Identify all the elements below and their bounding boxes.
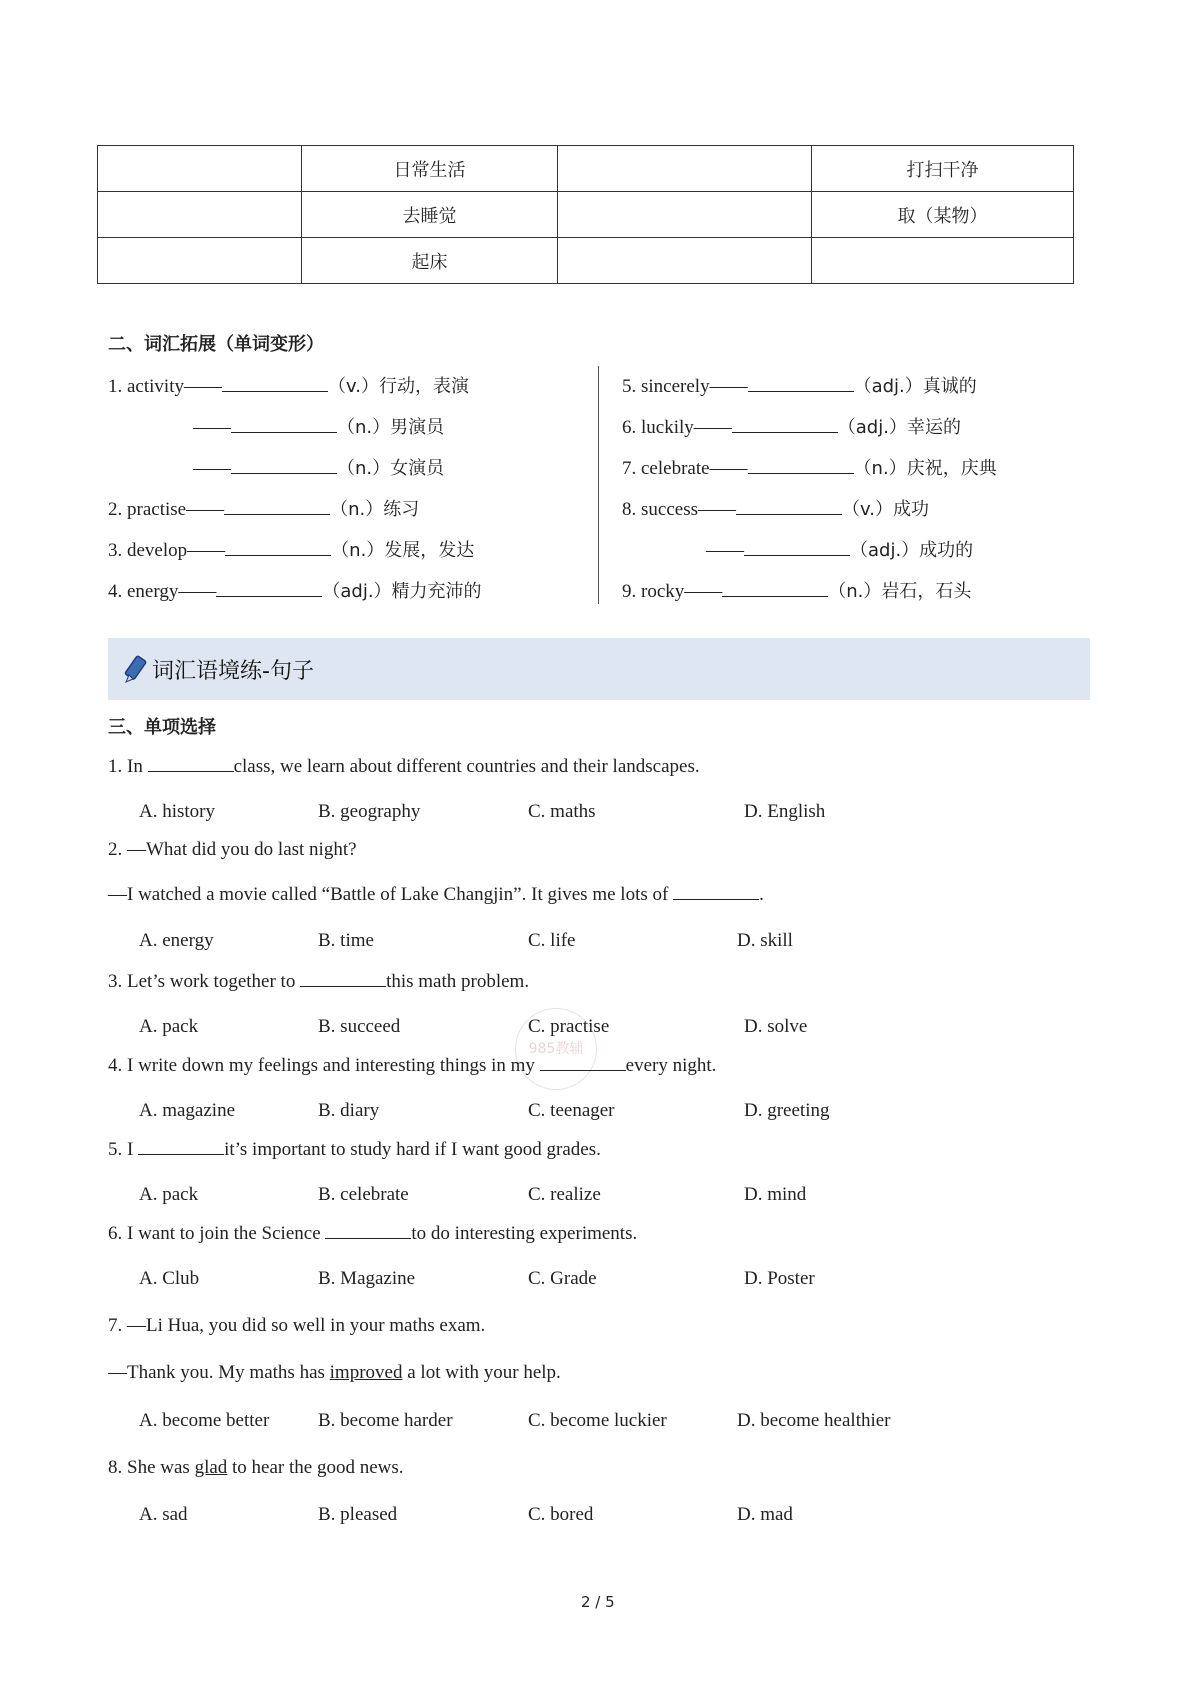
option-a[interactable]: A. pack <box>139 1016 199 1037</box>
item-word: 4. energy—— <box>108 581 217 602</box>
item-word: 5. sincerely—— <box>622 376 748 397</box>
option-d[interactable]: D. mind <box>744 1184 807 1205</box>
exercise-item <box>108 536 474 562</box>
answer-blank[interactable] <box>224 496 330 515</box>
item-hint: （n.）练习 <box>330 499 420 520</box>
item-word: 1. activity—— <box>108 376 222 397</box>
stem-text: . <box>759 884 764 905</box>
stem-text: —Thank you. My maths has <box>108 1362 330 1383</box>
exercise-item <box>622 495 929 521</box>
item-word: 6. luckily—— <box>622 417 732 438</box>
option-c[interactable]: C. bored <box>528 1504 594 1525</box>
option-a[interactable]: A. sad <box>139 1504 188 1525</box>
item-hint: （adj.）真诚的 <box>853 376 977 397</box>
option-b[interactable]: B. become harder <box>318 1410 453 1431</box>
item-hint: （n.）女演员 <box>337 458 445 479</box>
answer-blank[interactable] <box>300 968 386 987</box>
answer-blank[interactable] <box>216 578 322 597</box>
option-d[interactable]: D. English <box>744 801 826 822</box>
table-cell[interactable] <box>98 146 302 192</box>
question-stem: 2. —What did you do last night? <box>108 839 357 860</box>
option-d[interactable]: D. greeting <box>744 1100 830 1121</box>
exercise-item <box>622 372 977 398</box>
exercise-item <box>622 454 997 480</box>
stem-text: to hear the good news. <box>227 1457 404 1478</box>
question-stem <box>108 1457 404 1479</box>
answer-blank[interactable] <box>540 1052 626 1071</box>
exercise-item <box>108 495 419 521</box>
item-word: 7. celebrate—— <box>622 458 748 479</box>
stem-text: this math problem. <box>386 971 530 992</box>
stem-text: every night. <box>625 1055 717 1076</box>
answer-blank[interactable] <box>744 537 850 556</box>
option-c[interactable]: C. realize <box>528 1184 601 1205</box>
option-b[interactable]: B. diary <box>318 1100 380 1121</box>
answer-blank[interactable] <box>673 881 759 900</box>
stem-text: 5. I <box>108 1139 139 1160</box>
option-a[interactable]: A. history <box>139 801 215 822</box>
item-word: 9. rocky—— <box>622 581 723 602</box>
answer-blank[interactable] <box>732 414 838 433</box>
option-c[interactable]: C. become luckier <box>528 1410 667 1431</box>
stem-text: class, we learn about different countries and their landscapes. <box>233 756 700 777</box>
option-d[interactable]: D. become healthier <box>737 1410 891 1431</box>
option-a[interactable]: A. become better <box>139 1410 270 1431</box>
table-cell: 取（某物） <box>812 192 1074 238</box>
table-cell[interactable] <box>98 238 302 284</box>
item-hint: （v.）成功 <box>841 499 929 520</box>
option-a[interactable]: A. Club <box>139 1268 200 1289</box>
question-stem <box>108 1136 601 1161</box>
question-stem <box>108 753 700 778</box>
option-b[interactable]: B. pleased <box>318 1504 398 1525</box>
answer-blank[interactable] <box>325 1220 411 1239</box>
item-word: —— <box>193 417 231 438</box>
item-hint: （v.）行动，表演 <box>327 376 469 397</box>
option-c[interactable]: C. Grade <box>528 1268 597 1289</box>
pencil-icon <box>123 655 149 685</box>
table-cell: 日常生活 <box>302 146 558 192</box>
page-number: 2 / 5 <box>581 1593 615 1611</box>
item-word: —— <box>193 458 231 479</box>
stem-text: 6. I want to join the Science <box>108 1223 326 1244</box>
exercise-item <box>108 372 469 398</box>
item-hint: （n.）岩石，石头 <box>828 581 972 602</box>
option-b[interactable]: B. time <box>318 930 374 951</box>
option-d[interactable]: D. mad <box>737 1504 793 1525</box>
item-hint: （n.）庆祝，庆典 <box>853 458 997 479</box>
item-hint: （adj.）幸运的 <box>837 417 961 438</box>
underlined-word: improved <box>329 1362 403 1383</box>
stem-text: a lot with your help. <box>402 1362 561 1383</box>
option-d[interactable]: D. solve <box>744 1016 808 1037</box>
section-title: 三、单项选择 <box>108 717 216 738</box>
underlined-word: glad <box>194 1457 228 1478</box>
option-b[interactable]: B. succeed <box>318 1016 401 1037</box>
answer-blank[interactable] <box>748 455 854 474</box>
question-stem: 7. —Li Hua, you did so well in your maths exam. <box>108 1315 486 1336</box>
answer-blank[interactable] <box>722 578 828 597</box>
answer-blank[interactable] <box>225 537 331 556</box>
answer-blank[interactable] <box>748 373 854 392</box>
item-word: 2. practise—— <box>108 499 225 520</box>
stem-text: 8. She was <box>108 1457 195 1478</box>
stem-text: 3. Let’s work together to <box>108 971 301 992</box>
exercise-item <box>193 454 444 480</box>
question-stem <box>108 881 764 906</box>
item-hint: （adj.）精力充沛的 <box>322 581 482 602</box>
item-word: —— <box>706 540 744 561</box>
option-d[interactable]: D. Poster <box>744 1268 815 1289</box>
answer-blank[interactable] <box>138 1136 224 1155</box>
question-stem <box>108 1052 716 1077</box>
stem-text: to do interesting experiments. <box>411 1223 638 1244</box>
table-cell[interactable] <box>558 238 812 284</box>
question-stem <box>108 1362 561 1384</box>
item-hint: （adj.）成功的 <box>850 540 974 561</box>
question-stem <box>108 1220 637 1245</box>
vocab-table <box>97 145 1074 284</box>
table-row <box>98 192 1074 238</box>
column-divider <box>598 366 599 604</box>
option-b[interactable]: B. celebrate <box>318 1184 409 1205</box>
table-cell[interactable] <box>558 146 812 192</box>
option-c[interactable]: C. life <box>528 930 576 951</box>
table-cell: 起床 <box>302 238 558 284</box>
option-a[interactable]: A. magazine <box>139 1100 236 1121</box>
stem-text: 1. In <box>108 756 148 777</box>
exercise-item <box>193 413 444 439</box>
answer-blank[interactable] <box>231 455 337 474</box>
table-cell[interactable] <box>812 238 1074 284</box>
banner-title: 词汇语境练-句子 <box>152 659 314 684</box>
option-b[interactable]: B. Magazine <box>318 1268 416 1289</box>
option-b[interactable]: B. geography <box>318 801 421 822</box>
exercise-item <box>622 577 971 603</box>
option-c[interactable]: C. maths <box>528 801 596 822</box>
option-a[interactable]: A. energy <box>139 930 214 951</box>
table-row <box>98 238 1074 284</box>
table-row <box>98 146 1074 192</box>
item-hint: （n.）男演员 <box>337 417 445 438</box>
table-cell: 去睡觉 <box>302 192 558 238</box>
table-cell: 打扫干净 <box>812 146 1074 192</box>
table-cell[interactable] <box>558 192 812 238</box>
option-c[interactable]: C. practise <box>528 1016 610 1037</box>
section-title: 二、词汇拓展（单词变形） <box>108 334 324 355</box>
option-c[interactable]: C. teenager <box>528 1100 615 1121</box>
exercise-item <box>622 413 961 439</box>
exercise-item <box>706 536 973 562</box>
item-hint: （n.）发展，发达 <box>331 540 475 561</box>
stem-text: it’s important to study hard if I want good grades. <box>224 1139 601 1160</box>
watermark-seal: 985教辅 <box>515 1008 597 1090</box>
stem-text: 4. I write down my feelings and interesting things in my <box>108 1055 540 1076</box>
exercise-item <box>108 577 482 603</box>
answer-blank[interactable] <box>231 414 337 433</box>
question-stem <box>108 968 529 993</box>
stem-text: —I watched a movie called “Battle of Lake Changjin”. It gives me lots of <box>108 884 674 905</box>
answer-blank[interactable] <box>736 496 842 515</box>
item-word: 3. develop—— <box>108 540 226 561</box>
option-a[interactable]: A. pack <box>139 1184 199 1205</box>
table-cell[interactable] <box>98 192 302 238</box>
answer-blank[interactable] <box>222 373 328 392</box>
option-d[interactable]: D. skill <box>737 930 793 951</box>
item-word: 8. success—— <box>622 499 736 520</box>
answer-blank[interactable] <box>148 753 234 772</box>
